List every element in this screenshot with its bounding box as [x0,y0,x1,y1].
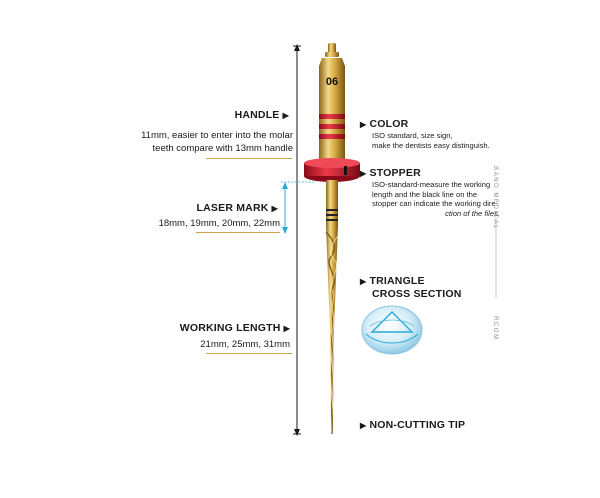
working-length-label: WORKING LENGTH ▶ [179,322,290,334]
brand-sub: RCOM [492,316,498,341]
file-size-number: 06 [325,76,339,88]
brand-name: BAND MEDICAL [492,166,498,231]
length-dimension-line [293,44,301,436]
triangle-cross-section-label: ▶ TRIANGLE CROSS SECTION [360,275,462,300]
non-cutting-tip-label: ▶ NON-CUTTING TIP [360,419,466,431]
stopper-description: ISO-standard-measure the working length and the black line on the stopper can indicate the working dire- ction of the files. [372,180,500,218]
color-description: ISO standard, size sign, make the dentists easy distinguish. [372,131,490,150]
laser-mark-description: 18mm, 19mm, 20mm, 22mm [158,218,280,229]
file-stopper [304,158,360,182]
laser-mark-underline [196,232,280,233]
stopper-label: ▶ STOPPER [360,167,421,179]
file-handle [319,43,345,160]
working-length-underline [206,353,292,354]
file-shank [326,180,338,226]
file-working-part [326,226,338,436]
handle-label: HANDLE ▶ [234,109,289,121]
triangle-cross-section-icon [362,306,422,354]
color-label: ▶ COLOR [360,118,409,130]
laser-mark-dimension [281,182,316,234]
working-length-description: 21mm, 25mm, 31mm [200,339,290,350]
laser-mark-label: LASER MARK ▶ [196,202,278,214]
handle-description: 11mm, easier to enter into the molar teeth compare with 13mm handle [141,130,293,154]
handle-underline [206,158,292,159]
